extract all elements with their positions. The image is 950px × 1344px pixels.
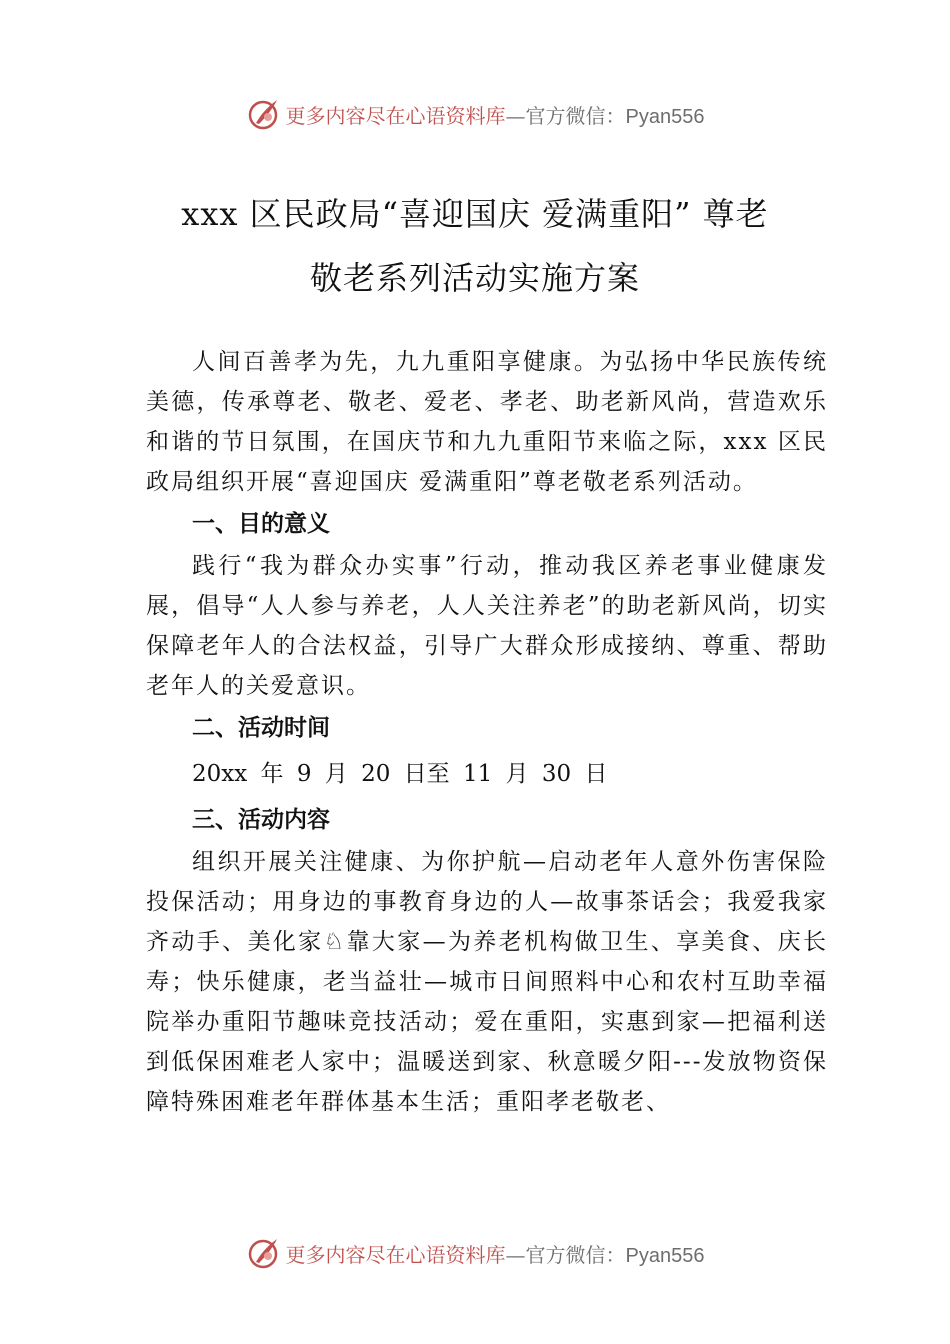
intro-paragraph: 人间百善孝为先，九九重阳享健康。为弘扬中华民族传统美德，传承尊老、敬老、爱老、孝老、助老新风尚，营造欢乐和谐的节日氛围，在国庆节和九九重阳节来临之际，xxx 区民政局组织开展“喜迎国庆 爱满重阳”尊老敬老系列活动。 bbox=[146, 349, 828, 495]
watermark-text: 更多内容尽在心语资料库—官方微信：Pyan556 bbox=[285, 103, 705, 128]
section-text-content: 组织开展关注健康、为你护航—启动老年人意外伤害保险投保活动；用身边的事教育身边的人—故事茶话会；我爱我家齐动手、美化家♘靠大家—为养老机构做卫生、享美食、庆长寿；快乐健康，老当益壮—城市日间照料中心和农村互助幸福院举办重阳节趣味竞技活动；爱在重阳，实惠到家—把福利送到低保困难老人家中；温暖送到家、秋意暖夕阳---发放物资保障特殊困难老年群体基本生活；重阳孝老敬老、 bbox=[146, 849, 828, 1115]
document-body bbox=[146, 342, 828, 1122]
brush-logo-icon bbox=[246, 1235, 282, 1271]
section-text-purpose: 践行“我为群众办实事”行动，推动我区养老事业健康发展，倡导“人人参与养老，人人关注养老”的助老新风尚，切实保障老年人的合法权益，引导广大群众形成接纳、尊重、帮助老年人的关爱意识。 bbox=[146, 553, 828, 699]
section-text-time: 20xx 年 9 月 20 日至 11 月 30 日 bbox=[192, 761, 608, 787]
brush-logo-icon bbox=[246, 96, 282, 132]
watermark-text: 更多内容尽在心语资料库—官方微信：Pyan556 bbox=[285, 1242, 705, 1267]
title-line-2: 敬老系列活动实施方案 bbox=[309, 259, 640, 297]
document-title bbox=[100, 182, 850, 310]
watermark-banner-bottom bbox=[0, 1233, 950, 1273]
watermark-banner-top bbox=[0, 94, 950, 134]
section-heading-purpose: 一、目的意义 bbox=[192, 511, 330, 537]
section-heading-time: 二、活动时间 bbox=[192, 715, 330, 741]
section-heading-content: 三、活动内容 bbox=[192, 807, 330, 833]
title-line-1: xxx 区民政局“喜迎国庆 爱满重阳” 尊老 bbox=[181, 195, 769, 233]
